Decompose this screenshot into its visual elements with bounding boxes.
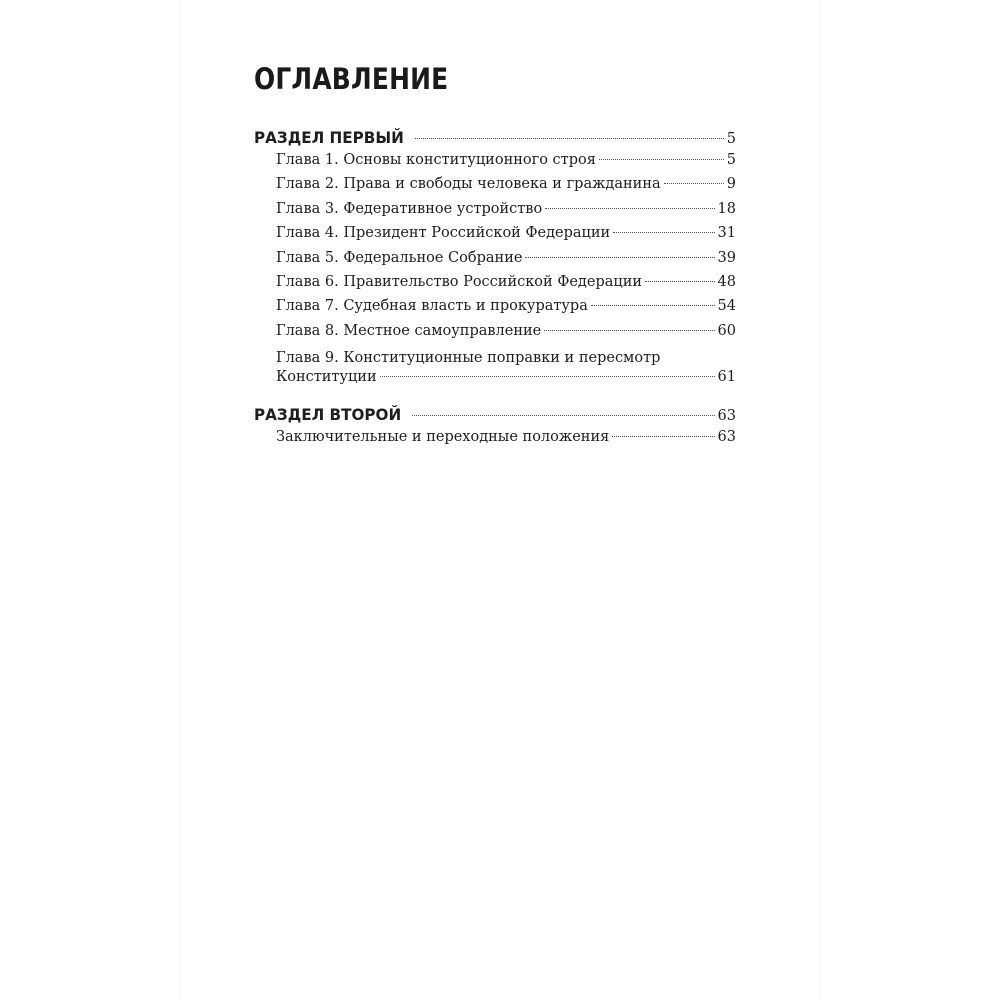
toc-chapter-label: Заключительные и переходные положения	[276, 429, 610, 446]
toc-chapter-2[interactable]	[254, 176, 736, 200]
toc-page-number: 60	[717, 322, 736, 339]
toc-chapter-final[interactable]	[254, 429, 736, 453]
toc-chapter-label: Глава 2. Права и свободы человека и гражданина	[276, 176, 661, 193]
toc-page-number: 63	[717, 429, 736, 446]
toc-section-1[interactable]	[254, 128, 736, 152]
toc-chapter-5[interactable]	[254, 250, 736, 274]
toc-chapter-label-line1: Глава 9. Конституционные поправки и пересмотр	[276, 350, 661, 367]
toc-section-label: РАЗДЕЛ ПЕРВЫЙ	[254, 128, 404, 147]
table-of-contents	[254, 128, 736, 454]
toc-chapter-4[interactable]	[254, 225, 736, 249]
toc-chapter-label: Глава 4. Президент Российской Федерации	[276, 225, 611, 242]
dot-leader	[525, 257, 714, 258]
toc-chapter-8[interactable]	[254, 323, 736, 347]
dot-leader	[591, 305, 715, 306]
toc-chapter-7[interactable]	[254, 298, 736, 322]
toc-chapter-label: Глава 1. Основы конституционного строя	[276, 152, 596, 168]
dot-leader	[645, 281, 715, 282]
toc-title: ОГЛАВЛЕНИЕ	[254, 62, 449, 96]
toc-page-number: 39	[717, 249, 736, 266]
toc-page-number: 54	[717, 298, 736, 315]
toc-page-number: 5	[726, 131, 736, 147]
toc-page-number: 31	[717, 225, 736, 242]
toc-chapter-3[interactable]	[254, 201, 736, 225]
toc-chapter-9-continuation	[276, 369, 736, 385]
toc-chapter-9[interactable]	[254, 347, 736, 393]
toc-section-2[interactable]	[254, 405, 736, 429]
toc-chapter-label: Глава 8. Местное самоуправление	[276, 322, 542, 339]
dot-leader	[415, 138, 724, 139]
dot-leader	[544, 330, 714, 331]
dot-leader	[545, 208, 714, 209]
toc-section-label: РАЗДЕЛ ВТОРОЙ	[254, 405, 402, 425]
toc-page-number: 9	[726, 176, 736, 193]
toc-chapter-label: Глава 5. Федеральное Собрание	[276, 249, 523, 266]
dot-leader	[613, 232, 714, 233]
toc-chapter-label-line2: Конституции	[276, 369, 377, 386]
toc-chapter-label: Глава 6. Правительство Российской Федерации	[276, 273, 643, 290]
toc-chapter-label: Глава 7. Судебная власть и прокуратура	[276, 298, 588, 315]
toc-page-number: 48	[717, 273, 736, 290]
toc-chapter-1[interactable]	[254, 152, 736, 176]
section-spacer	[254, 393, 736, 405]
toc-page-number: 18	[717, 200, 736, 217]
toc-page-number: 5	[726, 152, 736, 168]
dot-leader	[412, 415, 715, 416]
toc-chapter-label: Глава 3. Федеративное устройство	[276, 200, 543, 217]
toc-page-number: 63	[717, 408, 736, 425]
toc-page-number: 61	[717, 369, 736, 386]
dot-leader	[612, 436, 714, 437]
dot-leader	[599, 159, 724, 160]
dot-leader	[664, 183, 724, 184]
dot-leader	[380, 376, 715, 377]
toc-chapter-6[interactable]	[254, 274, 736, 298]
